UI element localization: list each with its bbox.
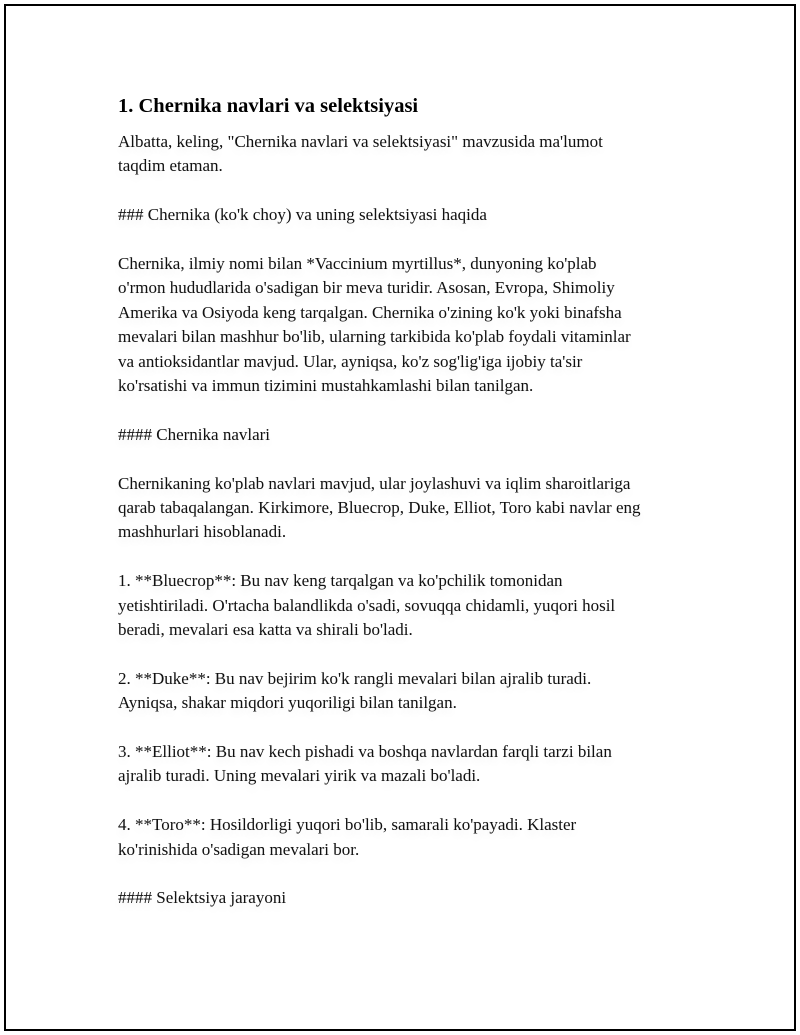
varieties-paragraph: Chernikaning ko'plab navlari mavjud, ular joylashuvi va iqlim sharoitlariga qarab tabaqalangan. Kirkimore, Bluecrop, Duke, Elliot, Toro kabi navlar eng mashhurlari hisoblanadi. (118, 473, 641, 542)
list-item-toro: 4. **Toro**: Hosildorligi yuqori bo'lib, samarali ko'payadi. Klaster ko'rinishida o'sadigan mevalari bor. (118, 815, 577, 859)
document-title: 1. Chernika navlari va selektsiyasi (118, 95, 419, 117)
list-item-duke: 2. **Duke**: Bu nav bejirim ko'k rangli mevalari bilan ajralib turadi. Ayniqsa, shakar miqdori yuqoriligi bilan tanilgan. (118, 668, 592, 713)
section-heading: ### Chernika (ko'k choy) va uning selektsiyasi haqida (118, 205, 487, 225)
description-paragraph: Chernika, ilmiy nomi bilan *Vaccinium myrtillus*, dunyoning ko'plab o'rmon hududlarida o'sadigan bir meva turidir. Asosan, Evropa, Shimoliy Amerika va Osiyoda keng tarqalgan. Chernika o'zining ko'k yoki binafsha mevalari bilan mashhur bo'lib, ularning tarkibida ko'plab foydali vitaminlar va antioksidantlar mavjud. Ular, ayniqsa, ko'z sog'lig'iga ijobiy ta'sir ko'rsatishi va immun tizimini mustahkamlashi bilan tanilgan. (118, 254, 631, 396)
subsection-heading-selection: #### Selektsiya jarayoni (118, 888, 287, 908)
intro-paragraph: Albatta, keling, "Chernika navlari va selektsiyasi" mavzusida ma'lumot taqdim etaman. (118, 132, 603, 176)
list-item-elliot: 3. **Elliot**: Bu nav kech pishadi va boshqa navlardan farqli tarzi bilan ajralib turadi. Uning mevalari yirik va mazali bo'ladi. (118, 742, 612, 786)
list-item-bluecrop: 1. **Bluecrop**: Bu nav keng tarqalgan va ko'pchilik tomonidan yetishtiriladi. O'rtacha balandlikda o'sadi, sovuqqa chidamli, yuqori hosil beradi, mevalari esa katta va shirali bo'ladi. (118, 571, 616, 640)
document-body (118, 92, 698, 935)
subsection-heading-varieties: #### Chernika navlari (118, 424, 271, 444)
